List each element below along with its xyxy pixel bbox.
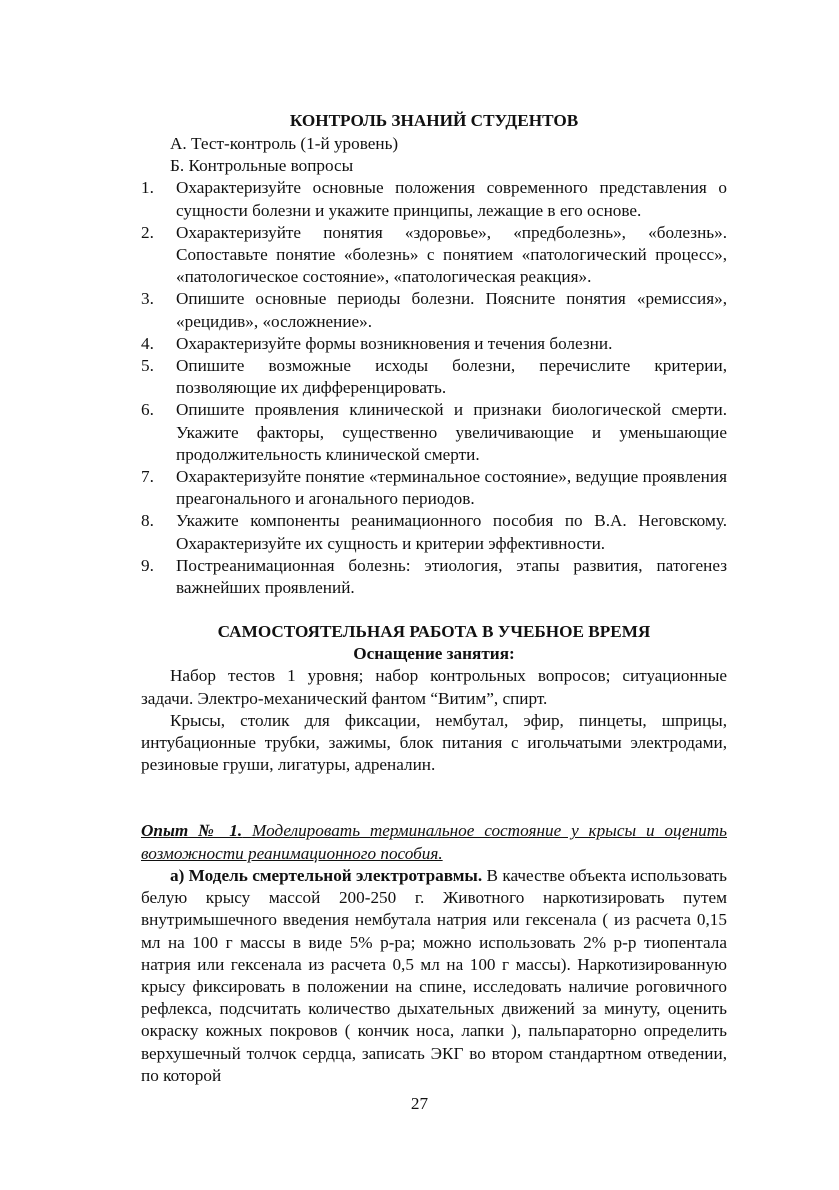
equipment-heading: Оснащение занятия:	[353, 644, 515, 664]
subtitle-control-questions: Б. Контрольные вопросы	[170, 156, 354, 176]
list-item-text: Охарактеризуйте понятие «терминальное состояние», ведущие проявления преагонального и агонального периодов.	[176, 467, 727, 509]
list-item-number: 6.	[141, 400, 154, 420]
list-item-number: 4.	[141, 333, 154, 353]
list-item-number: 9.	[141, 555, 154, 575]
section-title-independent-work: САМОСТОЯТЕЛЬНАЯ РАБОТА В УЧЕБНОЕ ВРЕМЯ	[217, 622, 651, 642]
list-item-number: 8.	[141, 511, 154, 531]
list-item-text: Охарактеризуйте понятия «здоровье», «предболезнь», «болезнь». Сопоставьте понятие «болезнь» с понятием «патологический процесс», «патологическое состояние», «патологическая реакция».	[176, 222, 727, 287]
list-item-text: Опишите проявления клинической и признаки биологической смерти. Укажите факторы, существенно увеличивающие и уменьшающие продолжительность клинической смерти.	[176, 400, 727, 464]
experiment-title: Моделировать терминальное состояние у крысы и оценить возможности реанимационного пособия.	[141, 821, 728, 863]
equipment-paragraph-2: Крысы, столик для фиксации, нембутал, эфир, пинцеты, шприцы, интубационные трубки, зажимы, блок питания с игольчатыми электродами, резиновые груши, лигатуры, адреналин.	[141, 710, 727, 775]
list-item-text: Охарактеризуйте формы возникновения и течения болезни.	[176, 333, 613, 353]
list-item	[141, 555, 727, 599]
list-item	[141, 466, 727, 510]
questions-list	[141, 177, 727, 599]
experiment-part-a	[141, 865, 727, 1087]
part-a-text: В качестве объекта использовать белую крысу массой 200-250 г. Животного наркотизировать путем внутримышечного введения нембутала натрия или гексенала ( из расчета 0,15 мл на 100 г массы в виде 5% р-ра; можно использовать 2% р-р тиопентала натрия или гексенала из расчета 0,5 мл на 100 г массы). Наркотизированную крысу фиксировать в положении на спине, исследовать наличие роговичного рефлекса, подсчитать количество дыхательных движений за минуту, оценить окраску кожных покровов ( кончик носа, лапки ), пальпараторно определить верхушечный толчок сердца, записать ЭКГ во втором стандартном отведении, по которой	[141, 865, 728, 1085]
list-item-number: 5.	[141, 356, 154, 376]
list-item	[141, 355, 727, 399]
list-item-text: Опишите возможные исходы болезни, перечислите критерии, позволяющие их дифференцировать.	[176, 356, 727, 398]
section-title-knowledge-control: КОНТРОЛЬ ЗНАНИЙ СТУДЕНТОВ	[289, 111, 579, 130]
page-content	[141, 110, 727, 1087]
experiment-heading	[141, 820, 727, 864]
part-a-label: а) Модель смертельной электротравмы.	[170, 865, 483, 885]
list-item-number: 2.	[141, 222, 154, 242]
list-item-number: 3.	[141, 289, 154, 309]
equipment-paragraph-1: Набор тестов 1 уровня; набор контрольных вопросов; ситуационные задачи. Электро-механический фантом “Витим”, спирт.	[141, 666, 727, 708]
list-item	[141, 288, 727, 332]
list-item	[141, 333, 727, 355]
list-item	[141, 510, 727, 554]
list-item-text: Опишите основные периоды болезни. Поясните понятия «ремиссия», «рецидив», «осложнение».	[176, 289, 727, 331]
subtitle-test-control: А. Тест-контроль (1-й уровень)	[170, 134, 399, 153]
list-item	[141, 222, 727, 289]
list-item-number: 7.	[141, 467, 154, 487]
list-item	[141, 177, 727, 221]
list-item-number: 1.	[141, 178, 154, 198]
spacer	[141, 776, 727, 820]
experiment-label: Опыт № 1.	[141, 821, 243, 841]
list-item	[141, 399, 727, 466]
list-item-text: Охарактеризуйте основные положения современного представления о сущности болезни и укажите принципы, лежащие в его основе.	[176, 178, 727, 220]
page-number: 27	[410, 1094, 429, 1113]
list-item-text: Постреанимационная болезнь: этиология, этапы развития, патогенез важнейших проявлений.	[176, 555, 727, 598]
list-item-text: Укажите компоненты реанимационного пособия по В.А. Неговскому. Охарактеризуйте их сущность и критерии эффективности.	[176, 511, 727, 553]
